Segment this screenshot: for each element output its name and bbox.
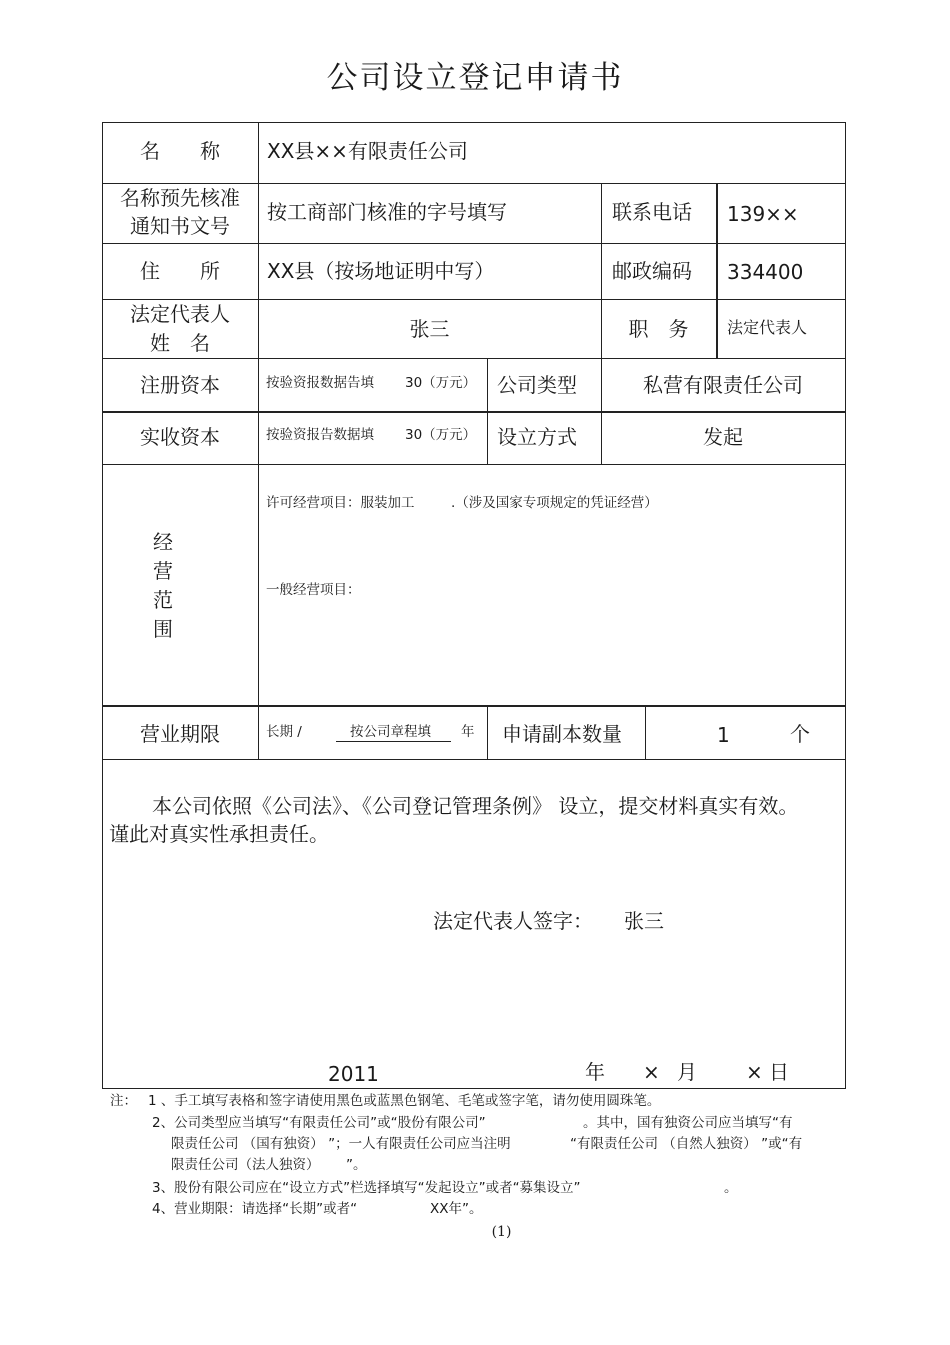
approval-label-line2: 通知书文号 (130, 214, 230, 238)
phone-label: 联系电话 (612, 200, 692, 224)
licensed-business-items: 许可经营项目：服装加工 (266, 495, 415, 511)
copies-unit: 个 (790, 722, 810, 746)
copies-value: 1 (717, 723, 730, 747)
company-type-value: 私营有限责任公司 (643, 373, 803, 397)
date-day-unit: 日 (769, 1060, 789, 1084)
business-term-value: 按公司章程填 (336, 726, 451, 742)
notes-prefix: 注： (110, 1093, 137, 1109)
paid-capital-label: 实收资本 (140, 425, 220, 449)
legal-rep-label-line2: 姓 名 (150, 331, 210, 355)
business-term-label: 营业期限 (140, 722, 220, 746)
note-2-part-c: 限责任公司 （国有独资） ”；一人有限责任公司应当注明 (171, 1136, 511, 1152)
registered-capital-amount: 30（万元） (405, 375, 477, 391)
company-type-label: 公司类型 (497, 373, 577, 397)
approval-number-value: 按工商部门核准的字号填写 (267, 200, 507, 224)
legal-rep-name-value: 张三 (409, 317, 450, 341)
registered-capital-value: 按验资报数据告填 (266, 375, 374, 391)
company-name-value: XX县××有限责任公司 (267, 139, 468, 163)
copies-label: 申请副本数量 (502, 722, 622, 746)
establishment-method-label: 设立方式 (497, 425, 577, 449)
postal-code-label: 邮政编码 (612, 259, 692, 283)
note-1: 1 、手工填写表格和签字请使用黑色或蓝黑色钢笔、毛笔或签字笔，请勿使用圆珠笔。 (148, 1093, 661, 1109)
address-label: 住 所 (140, 259, 220, 283)
business-term-prefix: 长期 / (266, 724, 302, 740)
note-4-part-b: XX年”。 (430, 1201, 483, 1217)
date-year-unit: 年 (585, 1060, 605, 1084)
declaration-line1: 本公司依照《公司法》、《公司登记管理条例》 设立，提交材料真实有效。 (152, 794, 799, 818)
date-month-unit: 月 (677, 1060, 697, 1084)
approval-label-line1: 名称预先核准 (120, 186, 240, 210)
phone-value: 139×× (727, 202, 799, 226)
page-number: (1) (491, 1224, 512, 1240)
note-2-part-d: “有限责任公司 （自然人独资） ”或“有 (570, 1136, 803, 1152)
note-4-part-a: 4、营业期限：请选择“长期”或者“ (152, 1201, 358, 1217)
general-business-items: 一般经营项目： (266, 582, 361, 598)
signature-value: 张三 (624, 909, 664, 933)
name-label: 名 称 (140, 139, 220, 163)
legal-rep-label-line1: 法定代表人 (130, 302, 230, 326)
signature-label: 法定代表人签字： (433, 909, 593, 933)
position-value: 法定代表人 (727, 318, 808, 337)
note-2-part-b: 。其中，国有独资公司应当填写“有 (583, 1115, 793, 1131)
licensed-business-note: .（涉及国家专项规定的凭证经营） (451, 495, 658, 511)
date-month: × (643, 1060, 660, 1084)
note-2-part-e: 限责任公司（法人独资） (171, 1157, 320, 1173)
business-scope-label: 经 营 范 围 (153, 530, 173, 641)
establishment-method-value: 发起 (703, 425, 743, 449)
note-3-part-a: 3、股份有限公司应在“设立方式”栏选择填写“发起设立”或者“募集设立” (152, 1180, 581, 1196)
note-2-part-f: ”。 (346, 1157, 367, 1173)
declaration-line2: 谨此对真实性承担责任。 (109, 822, 329, 846)
date-year: 2011 (328, 1062, 379, 1086)
note-2-part-a: 2、公司类型应当填写“有限责任公司”或“股份有限公司” (152, 1115, 486, 1131)
note-3-part-b: 。 (724, 1180, 738, 1196)
page-title: 公司设立登记申请书 (326, 60, 624, 96)
paid-capital-value: 按验资报告数据填 (266, 427, 374, 443)
date-day: × (746, 1060, 763, 1084)
registered-capital-label: 注册资本 (140, 373, 220, 397)
address-value: XX县（按场地证明中写） (267, 259, 495, 283)
paid-capital-amount: 30（万元） (405, 427, 477, 443)
business-term-suffix: 年 (461, 724, 475, 740)
position-label: 职 务 (628, 317, 689, 341)
postal-code-value: 334400 (727, 260, 804, 284)
